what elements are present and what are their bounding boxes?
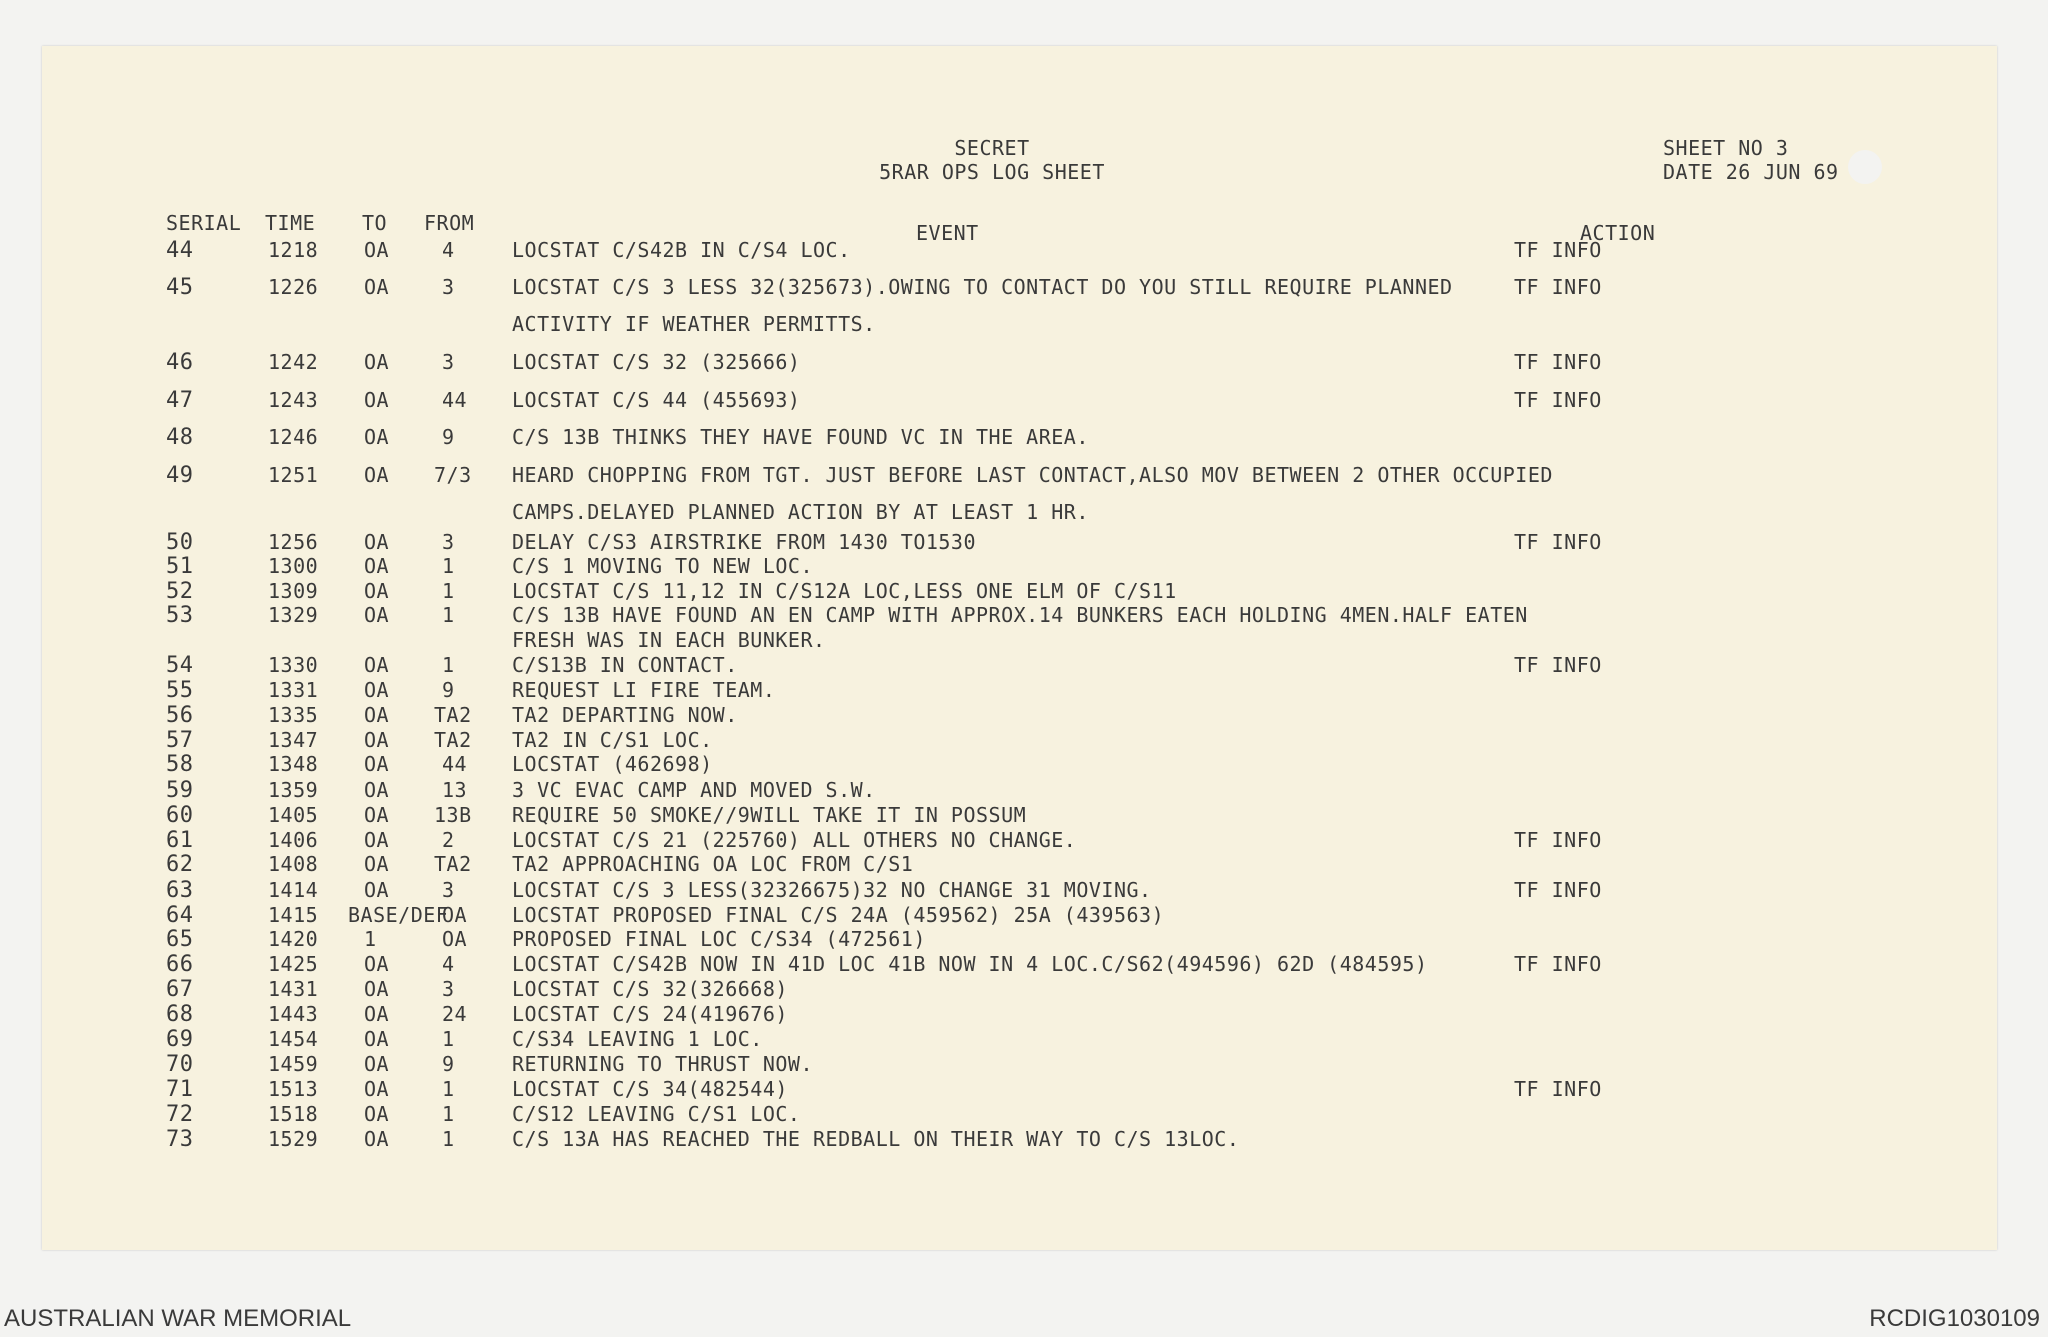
log-cell-serial: 68	[166, 1002, 194, 1027]
log-cell-event: LOCSTAT C/S 32 (325666)	[512, 350, 801, 374]
log-cell-time: 1431	[268, 977, 319, 1001]
log-cell-event: LOCSTAT PROPOSED FINAL C/S 24A (459562) 25A (439563)	[512, 903, 1165, 927]
log-cell-action: TF INFO	[1514, 238, 1602, 262]
log-cell-time: 1243	[268, 388, 319, 412]
log-cell-serial: 70	[166, 1052, 194, 1077]
log-cell-to: OA	[364, 530, 390, 554]
log-cell-event: FRESH WAS IN EACH BUNKER.	[512, 628, 826, 652]
archive-id: RCDIG1030109	[1869, 1305, 2040, 1332]
column-header-event: EVENT	[916, 221, 979, 245]
log-cell-serial: 64	[166, 903, 194, 928]
log-cell-from: 4	[442, 238, 455, 262]
log-cell-to: BASE/DEF	[348, 903, 449, 927]
log-cell-to: OA	[364, 1102, 390, 1126]
log-cell-serial: 72	[166, 1102, 194, 1127]
log-cell-action: TF INFO	[1514, 388, 1602, 412]
log-cell-event: CAMPS.DELAYED PLANNED ACTION BY AT LEAST 1 HR.	[512, 500, 1089, 524]
log-cell-serial: 50	[166, 530, 194, 555]
log-cell-from: 3	[442, 530, 455, 554]
log-cell-time: 1242	[268, 350, 319, 374]
log-cell-from: TA2	[434, 728, 472, 752]
log-cell-serial: 66	[166, 952, 194, 977]
log-cell-time: 1331	[268, 678, 319, 702]
log-cell-time: 1218	[268, 238, 319, 262]
log-cell-time: 1414	[268, 878, 319, 902]
log-cell-time: 1246	[268, 425, 319, 449]
log-cell-from: 9	[442, 425, 455, 449]
log-cell-to: OA	[364, 653, 390, 677]
log-cell-from: 3	[442, 350, 455, 374]
log-cell-time: 1309	[268, 579, 319, 603]
log-cell-event: LOCSTAT C/S 3 LESS(32326675)32 NO CHANGE 31 MOVING.	[512, 878, 1152, 902]
log-cell-from: OA	[442, 903, 468, 927]
log-cell-from: 1	[442, 1077, 455, 1101]
log-cell-to: OA	[364, 1127, 390, 1151]
log-cell-serial: 59	[166, 778, 194, 803]
log-cell-from: TA2	[434, 703, 472, 727]
log-cell-time: 1251	[268, 463, 319, 487]
log-cell-to: OA	[364, 977, 390, 1001]
log-cell-to: OA	[364, 852, 390, 876]
log-cell-time: 1406	[268, 828, 319, 852]
log-cell-event: ACTIVITY IF WEATHER PERMITTS.	[512, 312, 876, 336]
log-cell-to: OA	[364, 579, 390, 603]
log-cell-time: 1513	[268, 1077, 319, 1101]
log-cell-time: 1347	[268, 728, 319, 752]
log-cell-time: 1443	[268, 1002, 319, 1026]
log-cell-serial: 69	[166, 1027, 194, 1052]
log-cell-to: OA	[364, 952, 390, 976]
log-cell-serial: 73	[166, 1127, 194, 1152]
log-cell-serial: 56	[166, 703, 194, 728]
log-cell-time: 1300	[268, 554, 319, 578]
log-cell-to: OA	[364, 878, 390, 902]
log-cell-serial: 57	[166, 728, 194, 753]
column-header-serial: SERIAL	[166, 211, 242, 235]
log-cell-from: 1	[442, 1027, 455, 1051]
log-cell-to: OA	[364, 778, 390, 802]
log-cell-event: LOCSTAT (462698)	[512, 752, 713, 776]
log-cell-time: 1335	[268, 703, 319, 727]
log-cell-serial: 47	[166, 388, 194, 413]
log-cell-to: OA	[364, 752, 390, 776]
log-cell-serial: 54	[166, 653, 194, 678]
log-cell-to: OA	[364, 1077, 390, 1101]
log-cell-from: 1	[442, 554, 455, 578]
log-cell-event: TA2 DEPARTING NOW.	[512, 703, 738, 727]
log-cell-event: C/S12 LEAVING C/S1 LOC.	[512, 1102, 801, 1126]
log-cell-event: LOCSTAT C/S 11,12 IN C/S12A LOC,LESS ONE ELM OF C/S11	[512, 579, 1177, 603]
log-cell-from: 1	[442, 1102, 455, 1126]
column-header-from: FROM	[424, 211, 475, 235]
log-cell-time: 1454	[268, 1027, 319, 1051]
log-cell-to: OA	[364, 275, 390, 299]
log-cell-from: 1	[442, 1127, 455, 1151]
log-cell-from: 3	[442, 878, 455, 902]
log-cell-to: OA	[364, 463, 390, 487]
log-cell-event: RETURNING TO THRUST NOW.	[512, 1052, 813, 1076]
log-cell-serial: 46	[166, 350, 194, 375]
log-cell-action: TF INFO	[1514, 653, 1602, 677]
column-header-time: TIME	[265, 211, 316, 235]
log-cell-event: TA2 IN C/S1 LOC.	[512, 728, 713, 752]
log-cell-time: 1529	[268, 1127, 319, 1151]
log-cell-time: 1330	[268, 653, 319, 677]
log-cell-time: 1226	[268, 275, 319, 299]
log-cell-event: TA2 APPROACHING OA LOC FROM C/S1	[512, 852, 914, 876]
log-cell-from: 9	[442, 678, 455, 702]
log-cell-time: 1415	[268, 903, 319, 927]
log-cell-serial: 55	[166, 678, 194, 703]
column-header-action: ACTION	[1580, 221, 1656, 245]
log-cell-serial: 62	[166, 852, 194, 877]
log-cell-event: C/S 13B HAVE FOUND AN EN CAMP WITH APPROX.14 BUNKERS EACH HOLDING 4MEN.HALF EATEN	[512, 603, 1528, 627]
log-cell-to: OA	[364, 1002, 390, 1026]
log-cell-serial: 44	[166, 238, 194, 263]
log-cell-event: HEARD CHOPPING FROM TGT. JUST BEFORE LAST CONTACT,ALSO MOV BETWEEN 2 OTHER OCCUPIED	[512, 463, 1553, 487]
log-cell-time: 1359	[268, 778, 319, 802]
log-cell-to: OA	[364, 1027, 390, 1051]
log-cell-from: 4	[442, 952, 455, 976]
log-cell-time: 1425	[268, 952, 319, 976]
log-cell-time: 1405	[268, 803, 319, 827]
log-cell-to: 1	[364, 927, 377, 951]
log-cell-from: 7/3	[434, 463, 472, 487]
log-cell-from: 1	[442, 603, 455, 627]
log-cell-time: 1256	[268, 530, 319, 554]
log-cell-event: LOCSTAT C/S42B IN C/S4 LOC.	[512, 238, 851, 262]
log-cell-action: TF INFO	[1514, 350, 1602, 374]
log-cell-serial: 60	[166, 803, 194, 828]
log-cell-event: PROPOSED FINAL LOC C/S34 (472561)	[512, 927, 926, 951]
log-cell-event: C/S13B IN CONTACT.	[512, 653, 738, 677]
log-cell-serial: 52	[166, 579, 194, 604]
log-cell-from: 13	[442, 778, 468, 802]
log-cell-event: C/S34 LEAVING 1 LOC.	[512, 1027, 763, 1051]
log-cell-action: TF INFO	[1514, 878, 1602, 902]
log-cell-to: OA	[364, 388, 390, 412]
log-cell-action: TF INFO	[1514, 1077, 1602, 1101]
log-cell-to: OA	[364, 803, 390, 827]
log-cell-event: LOCSTAT C/S 32(326668)	[512, 977, 788, 1001]
log-cell-to: OA	[364, 828, 390, 852]
log-cell-serial: 48	[166, 425, 194, 450]
log-cell-action: TF INFO	[1514, 828, 1602, 852]
log-cell-serial: 63	[166, 878, 194, 903]
log-cell-from: TA2	[434, 852, 472, 876]
log-cell-from: 1	[442, 653, 455, 677]
log-cell-event: LOCSTAT C/S 3 LESS 32(325673).OWING TO CONTACT DO YOU STILL REQUIRE PLANNED	[512, 275, 1453, 299]
log-cell-serial: 49	[166, 463, 194, 488]
log-cell-from: 9	[442, 1052, 455, 1076]
log-cell-event: C/S 1 MOVING TO NEW LOC.	[512, 554, 813, 578]
log-cell-serial: 61	[166, 828, 194, 853]
column-header-to: TO	[362, 211, 388, 235]
log-cell-event: 3 VC EVAC CAMP AND MOVED S.W.	[512, 778, 876, 802]
log-cell-event: C/S 13A HAS REACHED THE REDBALL ON THEIR WAY TO C/S 13LOC.	[512, 1127, 1240, 1151]
log-cell-serial: 53	[166, 603, 194, 628]
log-cell-from: 24	[442, 1002, 468, 1026]
log-cell-action: TF INFO	[1514, 275, 1602, 299]
log-cell-to: OA	[364, 1052, 390, 1076]
log-cell-serial: 45	[166, 275, 194, 300]
page-title: 5RAR OPS LOG SHEET	[879, 160, 1105, 184]
log-cell-from: 1	[442, 579, 455, 603]
log-cell-action: TF INFO	[1514, 952, 1602, 976]
log-cell-serial: 65	[166, 927, 194, 952]
log-cell-time: 1518	[268, 1102, 319, 1126]
log-cell-from: OA	[442, 927, 468, 951]
log-cell-event: LOCSTAT C/S 24(419676)	[512, 1002, 788, 1026]
archive-credit: AUSTRALIAN WAR MEMORIAL	[4, 1305, 352, 1332]
log-cell-to: OA	[364, 703, 390, 727]
log-cell-event: LOCSTAT C/S 34(482544)	[512, 1077, 788, 1101]
log-cell-serial: 67	[166, 977, 194, 1002]
log-cell-serial: 71	[166, 1077, 194, 1102]
log-cell-time: 1348	[268, 752, 319, 776]
sheet-date: DATE 26 JUN 69	[1663, 160, 1839, 184]
log-cell-to: OA	[364, 603, 390, 627]
log-cell-event: DELAY C/S3 AIRSTRIKE FROM 1430 TO1530	[512, 530, 977, 554]
log-cell-time: 1408	[268, 852, 319, 876]
log-cell-event: LOCSTAT C/S 21 (225760) ALL OTHERS NO CHANGE.	[512, 828, 1077, 852]
log-cell-to: OA	[364, 425, 390, 449]
log-cell-to: OA	[364, 728, 390, 752]
log-cell-from: 3	[442, 275, 455, 299]
log-cell-serial: 51	[166, 554, 194, 579]
log-cell-from: 44	[442, 388, 468, 412]
log-cell-event: REQUEST LI FIRE TEAM.	[512, 678, 776, 702]
log-cell-from: 2	[442, 828, 455, 852]
sheet-number: SHEET NO 3	[1663, 136, 1789, 160]
log-cell-from: 13B	[434, 803, 472, 827]
log-cell-event: LOCSTAT C/S42B NOW IN 41D LOC 41B NOW IN 4 LOC.C/S62(494596) 62D (484595)	[512, 952, 1428, 976]
log-cell-to: OA	[364, 554, 390, 578]
classification-label: SECRET	[954, 136, 1030, 160]
log-cell-event: REQUIRE 50 SMOKE//9WILL TAKE IT IN POSSUM	[512, 803, 1027, 827]
log-cell-action: TF INFO	[1514, 530, 1602, 554]
log-sheet-paper	[42, 46, 1997, 1250]
log-cell-from: 44	[442, 752, 468, 776]
log-cell-to: OA	[364, 678, 390, 702]
log-cell-time: 1420	[268, 927, 319, 951]
log-cell-event: LOCSTAT C/S 44 (455693)	[512, 388, 801, 412]
log-cell-to: OA	[364, 350, 390, 374]
log-cell-from: 3	[442, 977, 455, 1001]
log-cell-event: C/S 13B THINKS THEY HAVE FOUND VC IN THE AREA.	[512, 425, 1089, 449]
log-cell-time: 1459	[268, 1052, 319, 1076]
log-cell-serial: 58	[166, 752, 194, 777]
log-cell-time: 1329	[268, 603, 319, 627]
log-cell-to: OA	[364, 238, 390, 262]
